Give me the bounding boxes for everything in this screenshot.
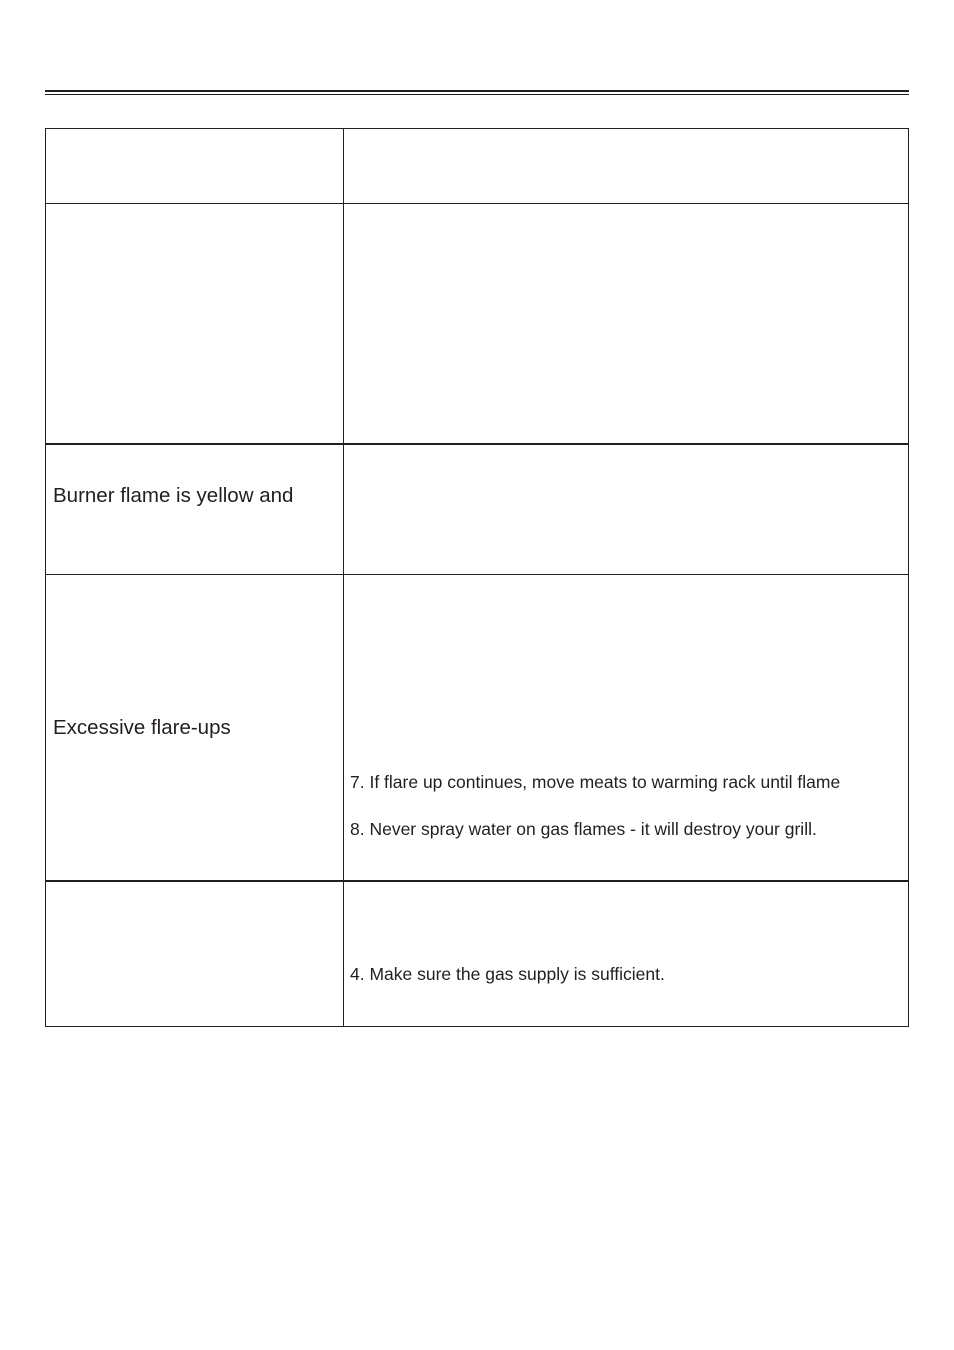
column-divider <box>343 129 344 1026</box>
problem-yellow-flame: Burner flame is yellow and <box>53 484 294 507</box>
solution-flare-ups-8: 8. Never spray water on gas flames - it will destroy your grill. <box>350 819 817 839</box>
row-divider <box>46 443 908 445</box>
header-rule-top <box>45 90 909 92</box>
problem-flare-ups: Excessive flare-ups <box>53 716 231 739</box>
solution-flare-ups-7: 7. If flare up continues, move meats to warming rack until flame <box>350 772 841 792</box>
row-divider <box>46 574 908 575</box>
row-divider <box>46 203 908 204</box>
solution-gas-supply-4: 4. Make sure the gas supply is sufficient. <box>350 964 665 984</box>
row-divider <box>46 880 908 882</box>
troubleshooting-table <box>45 128 909 1027</box>
header-rule-bottom <box>45 94 909 95</box>
